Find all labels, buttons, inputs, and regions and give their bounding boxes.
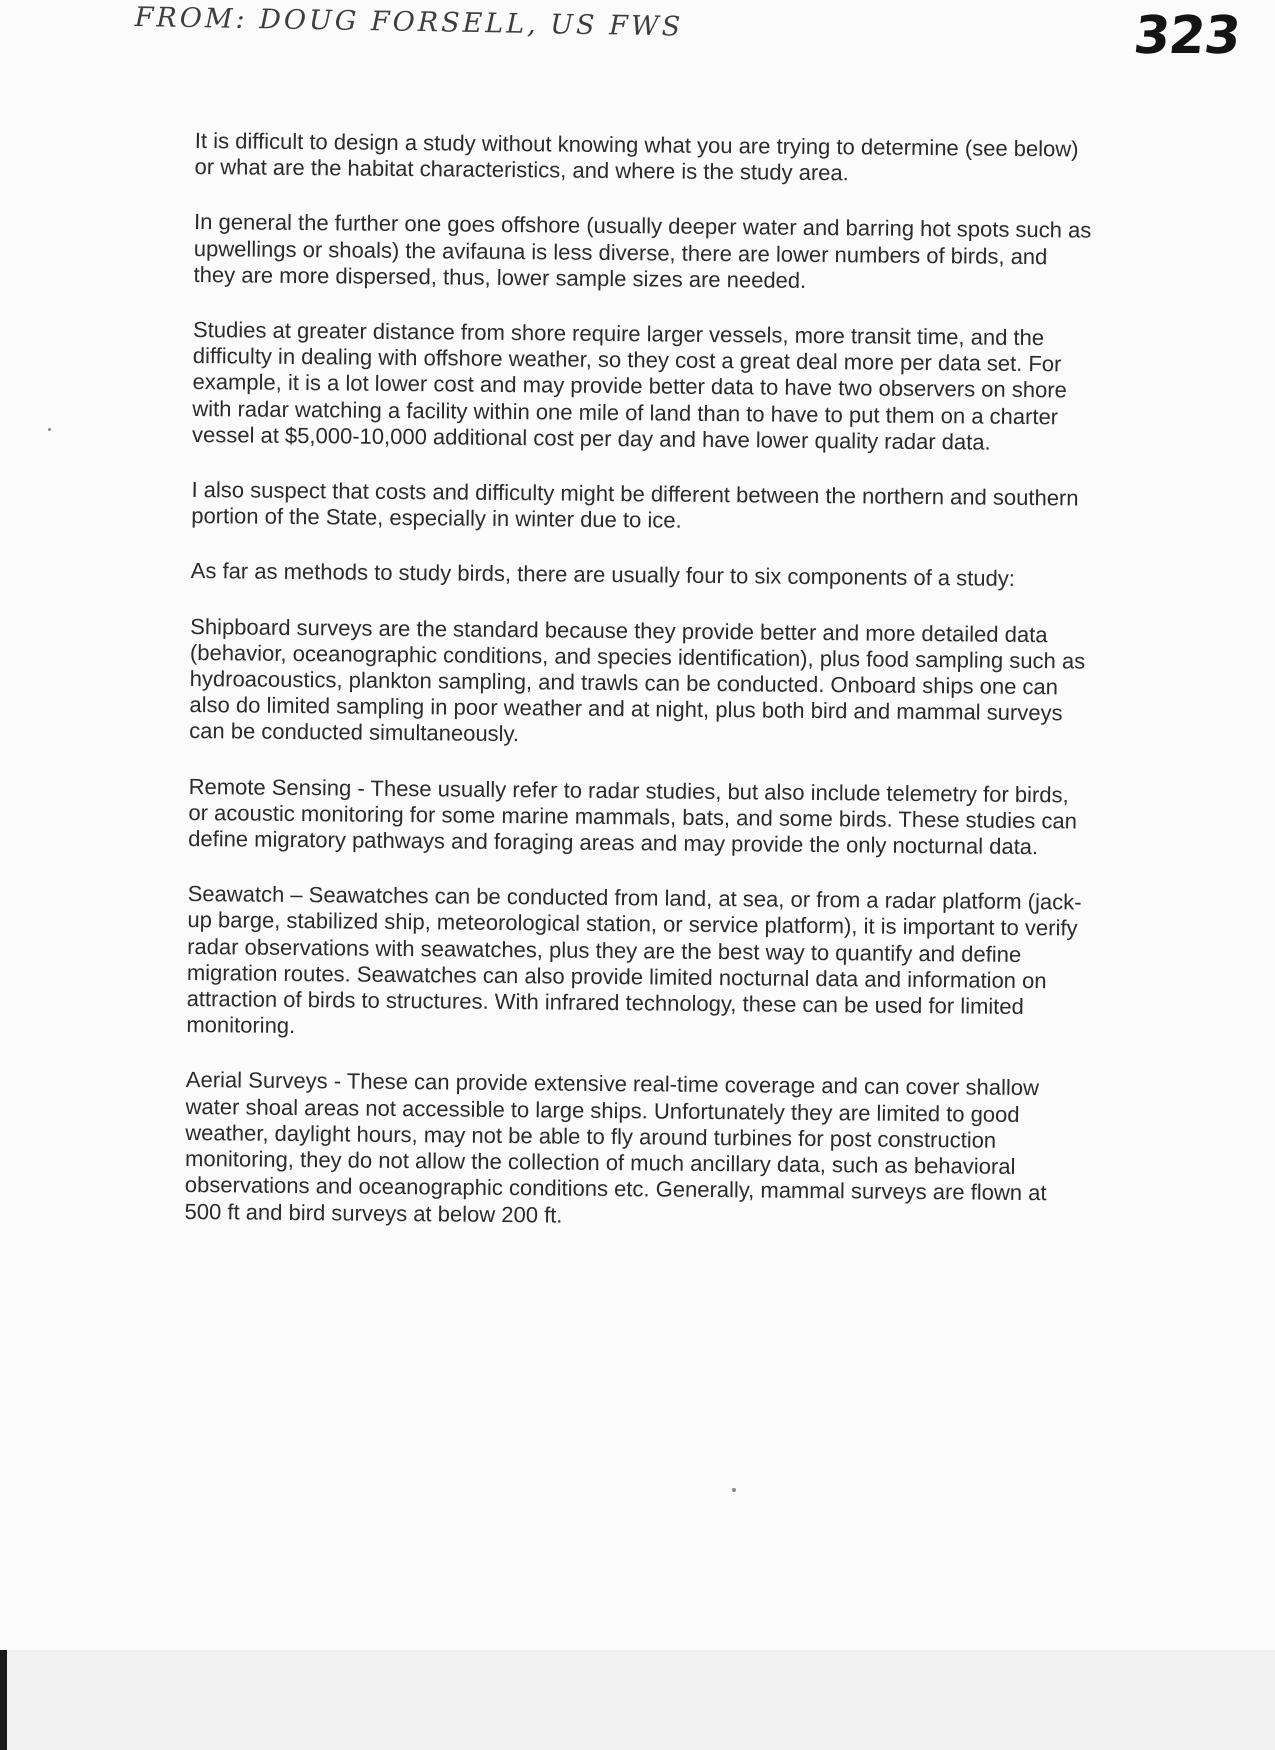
paragraph-remote-sensing: Remote Sensing - These usually refer to radar studies, but also include telemetry for birds, or acoustic monitoring for some marine mammals, bats, and some birds. These studies can define migratory pathways and foraging areas and may provide the only nocturnal data.	[188, 773, 1078, 860]
paragraph-methods-intro: As far as methods to study birds, there are usually four to six components of a study:	[190, 558, 1016, 592]
paragraph-offshore-general: In general the further one goes offshore (usually deeper water and barring hot spots such as upwellings or shoals) the avifauna is less diverse, there are lower numbers of birds, and they are more dispersed, thus, lower sample sizes are needed.	[193, 209, 1092, 293]
scan-speck	[48, 428, 51, 431]
paragraph-shipboard-surveys: Shipboard surveys are the standard because they provide better and more detailed data (behavior, oceanographic conditions, and species identification), plus food sampling such as hydroacoustics, plankton sampling, and trawls can be conducted. Onboard ships one can also do limited sampling in poor weather and at night, plus both bird and mammal surveys can be conducted simultaneously.	[189, 613, 1086, 747]
paragraph-distance-costs: Studies at greater distance from shore require larger vessels, more transit time, and the difficulty in dealing with offshore weather, so they cost a great deal more per data set. For example, it is a lot lower cost and may provide better data to have two observers on shore with radar watching a facility within one mile of land than to have to put them on a charter vessel at $5,000-10,000 additional cost per day and have lower quality radar data.	[191, 317, 1067, 455]
paragraph-state-differences: I also suspect that costs and difficulty might be different between the northern and southern portion of the State, especially in winter due to ice.	[191, 477, 1079, 533]
scan-speck	[732, 1488, 736, 1492]
handwritten-sender-note: FROM: DOUG FORSELL, US FWS	[134, 2, 684, 43]
paragraph-seawatch: Seawatch – Seawatches can be conducted from land, at sea, or from a radar platform (jack-up barge, stabilized ship, meteorological station, or service platform), it is important to verify radar observations with seawatches, plus they are the best way to quantify and define migration routes. Seawatches can also provide limited nocturnal data and information on attraction of birds to structures. With infrared technology, these can be used for limited monitoring.	[186, 881, 1082, 1039]
page-number: 323	[1130, 6, 1243, 66]
body-text	[184, 128, 1095, 1262]
scan-left-edge-shadow	[0, 1650, 7, 1750]
paragraph-study-design: It is difficult to design a study without knowing what you are trying to determine (see below) or what are the habitat characteristics, and where is the study area.	[194, 128, 1079, 186]
scan-bottom-margin	[0, 1650, 1275, 1750]
paragraph-aerial-surveys: Aerial Surveys - These can provide extensive real-time coverage and can cover shallow water shoal areas not accessible to large ships. Unfortunately they are limited to good weather, daylight hours, may not be able to fly around turbines for post construction monitoring, they do not allow the collection of much ancillary data, such as behavioral observations and oceanographic conditions etc. Generally, mammal surveys are flown at 500 ft and bird surveys at below 200 ft.	[184, 1067, 1047, 1228]
